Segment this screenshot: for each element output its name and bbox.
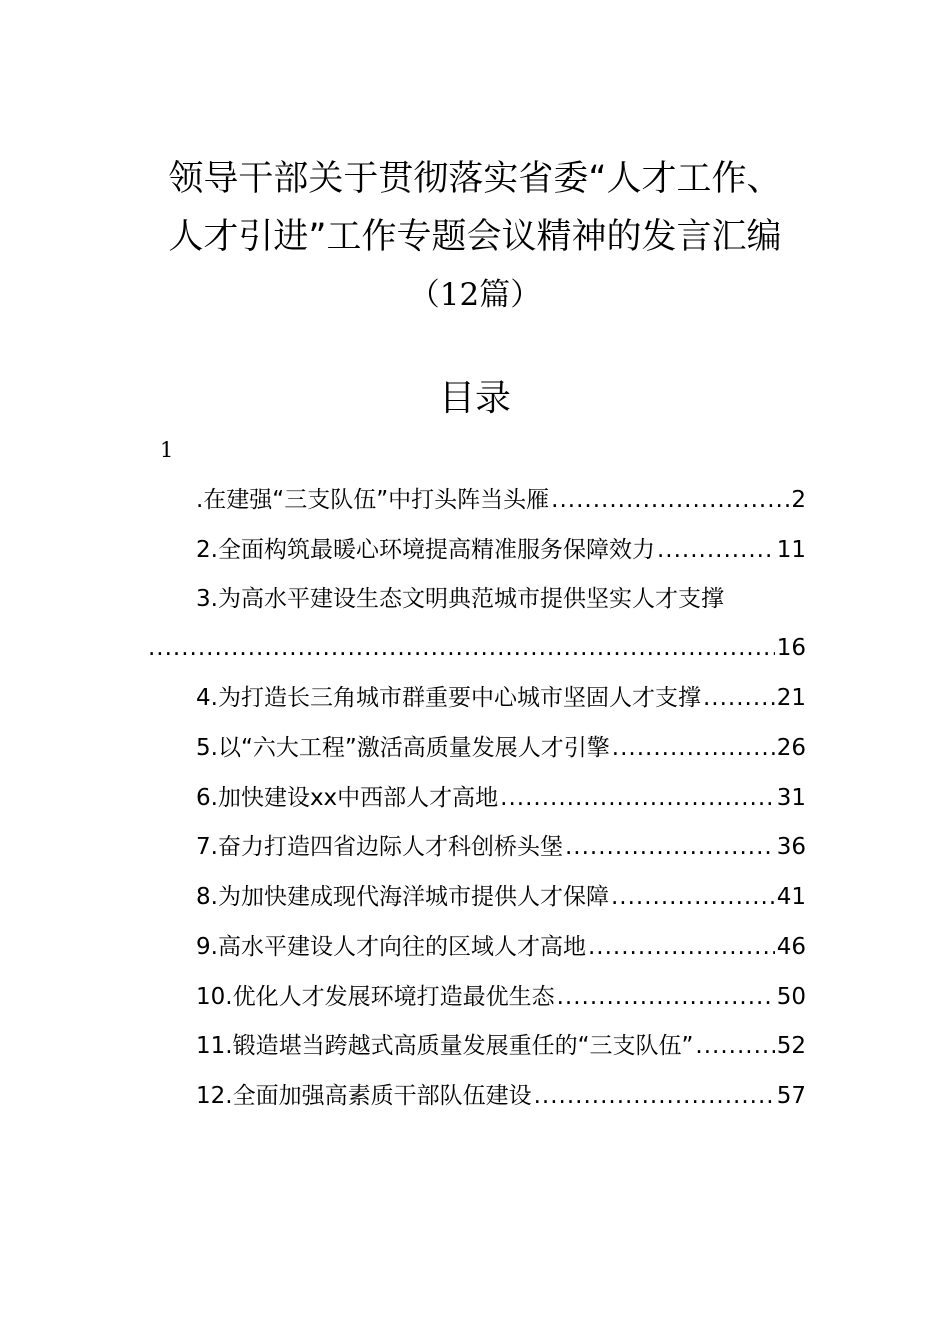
- toc-entry-2[interactable]: [196, 525, 806, 575]
- toc-entry-3-continuation[interactable]: [146, 623, 806, 673]
- toc-entry-7[interactable]: [196, 822, 806, 872]
- toc-entry-text: 4.为打造长三角城市群重要中心城市坚固人才支撑: [196, 685, 701, 711]
- toc-leader-dots: [534, 1071, 775, 1121]
- toc-entry-8[interactable]: [196, 872, 806, 922]
- toc-entry-page: 2: [791, 487, 806, 513]
- toc-leader-dots: [695, 1021, 774, 1071]
- toc-entry-text: 10.优化人才发展环境打造最优生态: [196, 984, 555, 1010]
- toc-leader-dots: [657, 525, 775, 575]
- toc-entry-text: 7.奋力打造四省边际人才科创桥头堡: [196, 834, 563, 860]
- toc-entry-page: 36: [776, 834, 806, 860]
- toc-entry-text: 6.加快建设xx中西部人才高地: [196, 785, 499, 811]
- toc-entry-page: 46: [776, 934, 806, 960]
- toc-entry-page: 21: [776, 685, 806, 711]
- toc-leader-dots: [565, 822, 775, 872]
- toc-entry-text: 11.锻造堪当跨越式高质量发展重任的“三支队伍”: [196, 1033, 694, 1059]
- title-line-2: 人才引进”工作专题会议精神的发言汇编: [168, 217, 782, 257]
- toc-entry-6[interactable]: [196, 773, 806, 823]
- toc-leader-dots: [588, 922, 775, 972]
- toc-entry-text: 8.为加快建成现代海洋城市提供人才保障: [196, 884, 609, 910]
- toc-entry-text: 3.为高水平建设生态文明典范城市提供坚实人才支撑: [196, 586, 724, 612]
- toc-entry-10[interactable]: [196, 972, 806, 1022]
- title-count: （12篇）: [408, 277, 542, 313]
- toc-entry-text: 5.以“六大工程”激活高质量发展人才引擎: [196, 735, 610, 761]
- toc-leader-dots: [612, 723, 775, 773]
- toc-entry-text: 12.全面加强高素质干部队伍建设: [196, 1083, 532, 1109]
- toc-entry-text: .在建强“三支队伍”中打头阵当头雁: [196, 487, 550, 513]
- toc-entry-4[interactable]: [196, 673, 806, 723]
- toc-entry-9[interactable]: [196, 922, 806, 972]
- toc-entry-5[interactable]: [196, 723, 806, 773]
- toc-leader-dots: [551, 475, 789, 525]
- toc-entry-page: 26: [776, 735, 806, 761]
- toc-heading: 目录: [438, 378, 511, 419]
- toc-entry-page: 57: [776, 1083, 806, 1109]
- toc-entry-page: 41: [776, 884, 806, 910]
- toc-entry-3[interactable]: [196, 574, 806, 624]
- toc-entry-page: 52: [776, 1033, 806, 1059]
- page-marker: 1: [160, 438, 174, 462]
- toc-leader-dots: [557, 972, 775, 1022]
- toc-entry-1[interactable]: [196, 475, 806, 525]
- title-line-1: 领导干部关于贯彻落实省委“人才工作、: [168, 159, 782, 199]
- document-title: [0, 150, 950, 324]
- toc-entry-page: 31: [776, 785, 806, 811]
- toc-leader-dots: [703, 673, 775, 723]
- toc-entry-text: 2.全面构筑最暖心环境提高精准服务保障效力: [196, 537, 655, 563]
- toc-leader-dots: [500, 773, 775, 823]
- toc-entry-page: 11: [776, 537, 806, 563]
- toc-entry-text: 9.高水平建设人才向往的区域人才高地: [196, 934, 586, 960]
- toc-leader-dots: [148, 623, 775, 673]
- toc-leader-dots: [611, 872, 775, 922]
- toc-entry-11[interactable]: [196, 1021, 806, 1071]
- toc-entry-12[interactable]: [196, 1071, 806, 1121]
- toc-entry-page: 50: [776, 984, 806, 1010]
- toc-entry-page: 16: [776, 635, 806, 661]
